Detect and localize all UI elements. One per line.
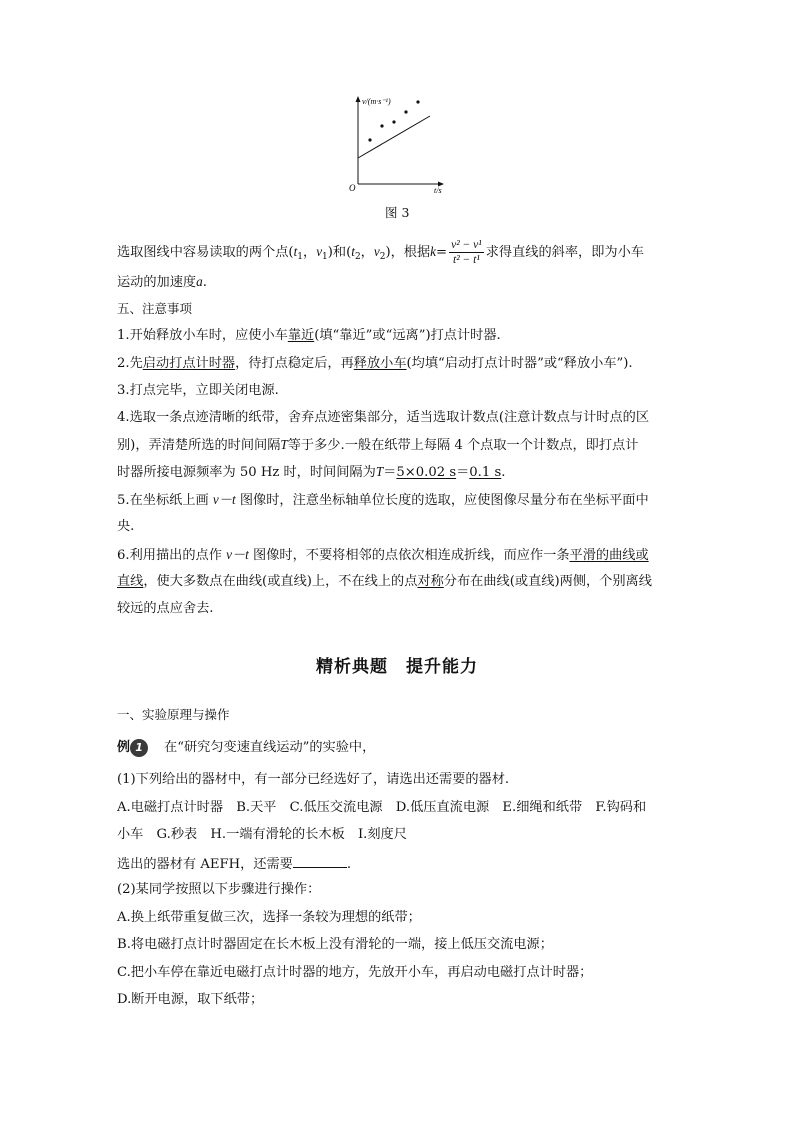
step-d: D.断开电源，取下纸带； xyxy=(117,992,264,1007)
note-4-line-3: 时器所接电源频率为 50 Hz 时，时间间隔为T＝5×0.02 s＝0.1 s. xyxy=(117,464,506,480)
note-2: 2.先启动打点计时器，待打点稳定后，再释放小车(均填“启动打点计时器”或“释放小车”). xyxy=(117,356,633,371)
notes-heading: 五、注意事项 xyxy=(117,301,193,316)
step-a: A.换上纸带重复做三次，选择一条较为理想的纸带； xyxy=(117,910,421,925)
figure-caption: 图 3 xyxy=(385,205,410,220)
answer-blank[interactable] xyxy=(293,853,347,868)
note-6-line-2: 直线，使大多数点在曲线(或直线)上，不在线上的点对称分布在曲线(或直线)两侧，个别离线 xyxy=(117,574,652,589)
data-point xyxy=(368,138,371,141)
selected-equipment-line: 选出的器材有 AEFH，还需要 . xyxy=(117,853,351,875)
origin-label: O xyxy=(349,183,356,193)
data-point xyxy=(380,124,383,127)
slope-fraction: $\frac{\text{v² − v¹}}{\text{t² − t¹}}$ xyxy=(451,239,482,266)
note-1: 1.开始释放小车时，应使小车靠近(填“靠近”或“远离”)打点计时器. xyxy=(117,328,501,343)
data-point xyxy=(416,100,419,103)
question-1: (1)下列给出的器材中，有一部分已经选好了，请选出还需要的器材. xyxy=(117,772,510,787)
example-label: 例 xyxy=(117,740,131,755)
note-3: 3.打点完毕，立即关闭电源. xyxy=(117,383,279,398)
select-points-line-2: 运动的加速度a. xyxy=(117,274,207,290)
data-point xyxy=(392,120,395,123)
options-line-2: 小车 G.秒表 H.一端有滑轮的长木板 I.刻度尺 xyxy=(117,827,407,842)
x-axis-label: t/s xyxy=(434,186,442,195)
note-6-line-3: 较远的点应舍去. xyxy=(117,601,214,616)
example-1-intro: 例 1 在“研究匀变速直线运动”的实验中， xyxy=(117,740,376,755)
section-title: 精析典题 提升能力 xyxy=(316,657,478,677)
note-5-line-1: 5.在坐标纸上画 v－t 图像时，注意坐标轴单位长度的选取，应使图像尽量分布在坐标平面中 xyxy=(117,492,649,508)
part1-heading: 一、实验原理与操作 xyxy=(117,707,230,722)
note-6-line-1: 6.利用描出的点作 v－t 图像时，不要将相邻的点依次相连成折线，而应作一条平滑的曲线或 xyxy=(117,547,649,563)
step-c: C.把小车停在靠近电磁打点计时器的地方，先放开小车，再启动电磁打点计时器； xyxy=(117,965,593,980)
y-axis-arrow xyxy=(356,96,361,102)
step-b: B.将电磁打点计时器固定在长木板上没有滑轮的一端，接上低压交流电源； xyxy=(117,937,553,952)
example-number-badge: 1 xyxy=(130,739,148,757)
note-5-line-2: 央. xyxy=(117,519,135,534)
vt-graph-figure xyxy=(338,92,458,202)
select-points-line-1: 选取图线中容易读取的两个点($t_1$，$v_1$)和($t_2$，$v_2$)，根据k= $\frac{\text{v² − v¹}}{\text{t² − t¹}}$ 求得直线的斜率，即为小车 xyxy=(117,239,644,266)
options-line-1: A.电磁打点计时器 B.天平 C.低压交流电源 D.低压直流电源 E.细绳和纸带 F.钩码和 xyxy=(117,800,647,815)
y-axis-label: v/(m·s⁻¹) xyxy=(362,97,391,106)
data-point xyxy=(404,110,407,113)
question-2: (2)某同学按照以下步骤进行操作： xyxy=(117,882,321,897)
data-points xyxy=(368,100,419,141)
note-4-line-1: 4.选取一条点迹清晰的纸带，舍弃点迹密集部分，适当选取计数点(注意计数点与计时点的区 xyxy=(117,410,650,425)
note-4-line-2: 别)，弄清楚所选的时间间隔T等于多少.一般在纸带上每隔 4 个点取一个计数点，即打点计 xyxy=(117,437,639,453)
